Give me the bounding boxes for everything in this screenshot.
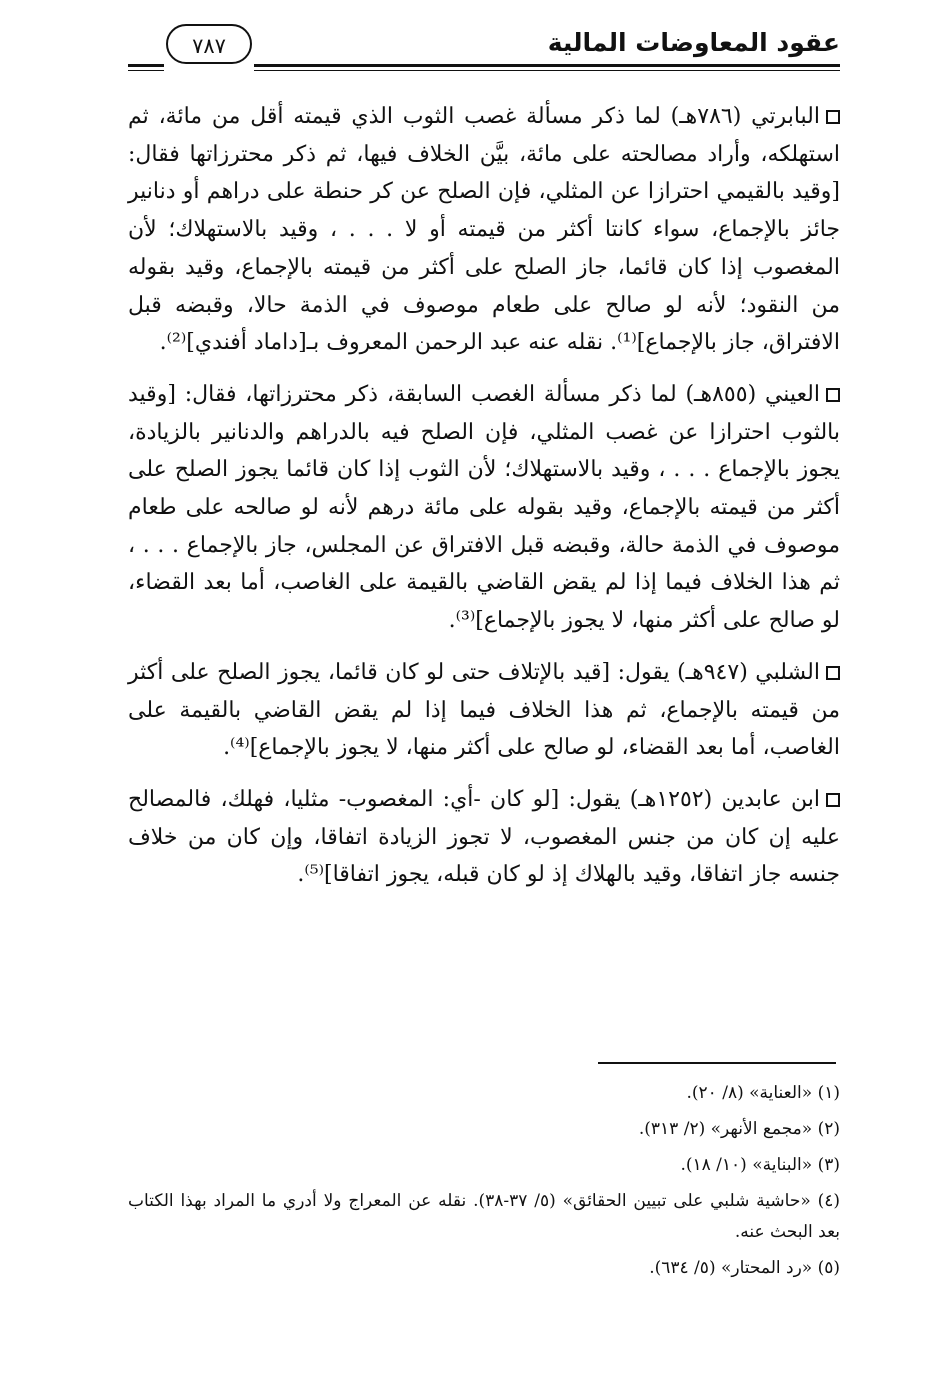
footnote-1: (١) «العناية» (٨/ ٢٠).	[686, 1083, 840, 1103]
footnote-5: (٥) «رد المحتار» (٥/ ٦٣٤).	[649, 1257, 840, 1278]
paragraph-text: العيني (٨٥٥هـ) لما ذكر مسألة الغصب السابقة، ذكر محترزاتها، فقال: [وقيد بالثوب احترازا عن غصب المثلي، فإن الصلح فيه بالدراهم والدنانير بالزيادة، يجوز بالإجماع . . . ، وقيد بالاستهلاك؛ لأن الثوب إذا كان قائما يجوز الصلح على أكثر من قيمته بالإجماع، وقيد بقوله على مائة درهم لأنه لو صالحه على طعام موصوف في الذمة حالة، وقبضه قبل الافتراق عن المجلس، جاز بالإجماع . . . ، ثم هذا الخلاف فيما إذا لم يقض القاضي بالقيمة على الغاصب، أما بعد القضاء، لو صالح على أكثر منها، لا يجوز بالإجماع]⁽³⁾.	[128, 381, 840, 634]
paragraph-ibn-abidin	[128, 781, 840, 894]
main-text	[128, 98, 840, 894]
square-bullet-icon	[826, 793, 840, 807]
paragraph-alshalabi	[128, 654, 840, 767]
square-bullet-icon	[826, 110, 840, 124]
paragraph-alaini	[128, 376, 840, 640]
footnote-4: (٤) «حاشية شلبي على تبيين الحقائق» (٥/ ٣٧-٣٨). نقله عن المعراج ولا أدري ما المراد بهذا الكتاب بعد البحث عنه.	[128, 1191, 841, 1242]
footnotes	[128, 1078, 840, 1289]
footnote-3: (٣) «البناية» (١٠/ ١٨).	[680, 1155, 840, 1175]
paragraph-text: ابن عابدين (١٢٥٢هـ) يقول: [لو كان -أي: المغصوب- مثليا، فهلك، فالمصالح عليه إن كان من جنس المغصوب، لا تجوز الزيادة اتفاقا، وإن كان من خلاف جنسه جاز اتفاقا، وقيد بالهلاك إذ لو كان قبله، يجوز اتفاقا]⁽⁵⁾.	[128, 786, 840, 888]
footnote-separator	[598, 1062, 836, 1064]
book-title: عقود المعاوضات المالية	[547, 28, 840, 57]
paragraph-text: الشلبي (٩٤٧هـ) يقول: [قيد بالإتلاف حتى لو كان قائما، يجوز الصلح على أكثر من قيمته بالإجماع، ثم هذا الخلاف فيما إذا لم يقض القاضي بالقيمة على الغاصب، أما بعد القضاء، لو صالح على أكثر منها، لا يجوز بالإجماع]⁽⁴⁾.	[128, 659, 840, 761]
paragraph-albabarti	[128, 98, 840, 362]
footnote-2: (٢) «مجمع الأنهر» (٢/ ٣١٣).	[638, 1119, 840, 1139]
square-bullet-icon	[826, 666, 840, 680]
paragraph-text: البابرتي (٧٨٦هـ) لما ذكر مسألة غصب الثوب الذي قيمته أقل من مائة، ثم استهلكه، وأراد مصالحته على مائة، بيَّن الخلاف فيها، ثم ذكر محترزاتها فقال: [وقيد بالقيمي احترازا عن المثلي، فإن الصلح عن كر حنطة على دراهم أو دنانير جائز بالإجماع، سواء كانتا أكثر من قيمته أو لا . . . ، وقيد بالاستهلاك؛ لأن المغصوب إذا كان قائما، جاز الصلح على أكثر من قيمته بالإجماع، وقيد بقوله من النقود؛ لأنه لو صالح على طعام موصوف في الذمة حالا، وقبضه قبل الافتراق، جاز بالإجماع]⁽¹⁾. نقله عنه عبد الرحمن المعروف بـ[داماد أفندي]⁽²⁾.	[128, 104, 840, 356]
page-number: ٧٨٧	[166, 24, 252, 64]
page-header	[128, 22, 840, 78]
square-bullet-icon	[826, 388, 840, 402]
